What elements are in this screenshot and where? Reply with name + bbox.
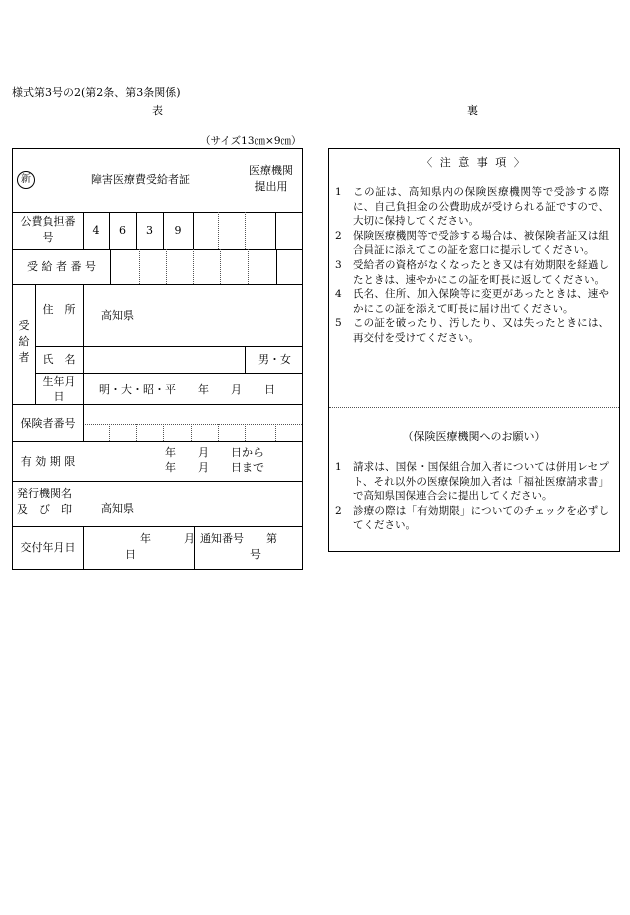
new-mark: 新: [17, 171, 35, 189]
payer-digit: 9: [174, 224, 182, 237]
validity-from: 年 月 日から: [165, 446, 264, 459]
back-side-label: 裏: [467, 104, 478, 117]
notes-title: 〈 注 意 事 項 〉: [421, 156, 527, 169]
issue-date-label: 交付年月日: [20, 541, 76, 554]
list-item: 3 受給者の資格がなくなったとき又は有効期限を経過したときは、速やかにこの証を町長に返してください。: [335, 258, 609, 286]
card-title: 障害医療費受給者証: [91, 173, 190, 186]
payer-digit: 4: [92, 224, 100, 237]
card-back: [328, 148, 620, 552]
name-label: 氏 名: [42, 353, 76, 366]
address-label: 住 所: [42, 303, 76, 316]
form-number-label: 様式第3号の2(第2条、第3条関係): [12, 86, 181, 99]
address-value: 高知県: [101, 309, 134, 322]
payer-digit: 6: [119, 224, 126, 237]
birth-label: 生年月: [42, 375, 76, 388]
list-item: 2 保険医療機関等で受診する場合は、被保険者証又は組合員証に添えてこの証を窓口に提示してください。: [335, 229, 609, 257]
issuer-label-2: 及 び 印: [17, 503, 72, 516]
recipient-group-char: 給: [18, 335, 30, 348]
notes-list: [335, 185, 609, 346]
requests-title: （保険医療機関へのお願い）: [402, 430, 546, 443]
list-item: 2 診療の際は「有効期限」についてのチェックを必ずしてください。: [335, 504, 609, 532]
issue-date-line-1: 年 月: [140, 532, 195, 545]
list-item: 4 氏名、住所、加入保険等に変更があったときは、速やかにこの証を添えて町長に届け出てください。: [335, 288, 609, 315]
size-note: （サイズ13㎝×9㎝）: [200, 135, 302, 147]
validity-label: 有 効 期 限: [20, 455, 76, 468]
recipient-group-char: 受: [18, 319, 30, 332]
requests-list: [335, 460, 609, 533]
recipient-group-char: 者: [18, 351, 30, 364]
gender-value: 男・女: [258, 353, 291, 366]
payer-number-label-2: 号: [42, 231, 54, 244]
list-item: 5 この証を破ったり、汚したり、又は失ったときには、再交付を受けてください。: [335, 317, 609, 344]
issue-date-line-2: 日: [125, 548, 136, 561]
front-side-label: 表: [152, 104, 163, 117]
birth-value: 明・大・昭・平 年 月 日: [99, 383, 275, 396]
issuer-value: 高知県: [101, 502, 134, 515]
notice-number-line-1: 通知番号 第: [200, 532, 277, 545]
payer-digit: 3: [146, 224, 153, 237]
birth-label-2: 日: [53, 390, 65, 403]
payer-number-label: 公費負担番: [20, 215, 76, 228]
issuer-label: 発行機関名: [17, 487, 72, 500]
recipient-number-label: 受 給 者 番 号: [27, 260, 96, 273]
list-item: 1 この証は、高知県内の保険医療機関等で受診する際に、自己負担金の公費助成が受けられる証ですので、大切に保持してください。: [335, 186, 609, 228]
usage-line-2: 提出用: [254, 180, 288, 193]
insurer-number-label: 保険者番号: [20, 417, 76, 430]
validity-to: 年 月 日まで: [165, 461, 264, 474]
notice-number-line-2: 号: [250, 548, 261, 561]
section-divider: [329, 407, 619, 408]
usage-line-1: 医療機関: [249, 164, 293, 177]
card-front: [12, 148, 303, 570]
list-item: 1 請求は、国保・国保組合加入者については併用レセプト、それ以外の医療保険加入者は「福祉医療請求書」で高知県国保連合会に提出してください。: [335, 461, 609, 503]
